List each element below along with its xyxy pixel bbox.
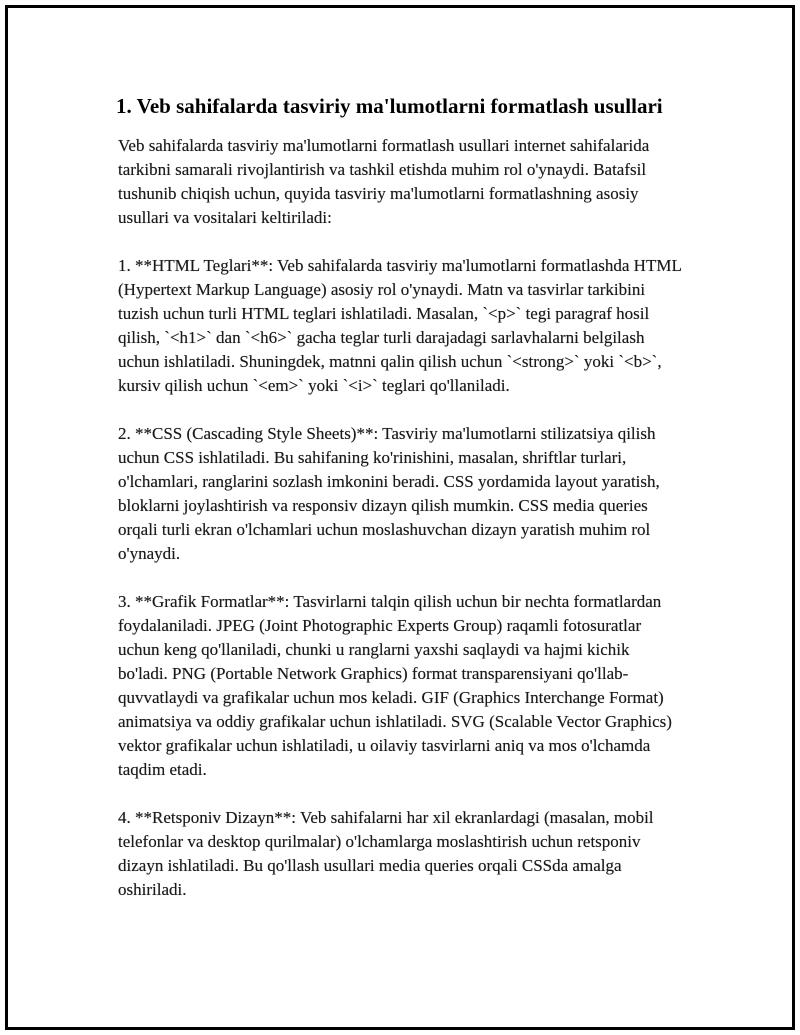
paragraph-css: 2. **CSS (Cascading Style Sheets)**: Tasviriy ma'lumotlarni stilizatsiya qilish uchun CSS ishlatiladi. Bu sahifaning ko'rinishini, masalan, shriftlar turlari, o'lchamlari, ranglarini sozlash imkonini beradi. CSS yordamida layout yaratish, bloklarni joylashtirish va responsiv dizayn qilish mumkin. CSS media queries orqali turli ekran o'lchamlari uchun moslashuvchan dizayn yaratish muhim rol o'ynaydi. xyxy=(118,424,660,563)
intro-paragraph: Veb sahifalarda tasviriy ma'lumotlarni formatlash usullari internet sahifalarida tarkibni samarali rivojlantirish va tashkil etishda muhim rol o'ynaydi. Batafsil tushunib chiqish uchun, quyida tasviriy ma'lumotlarni formatlashning asosiy usullari va vositalari keltiriladi: xyxy=(118,136,650,227)
paragraph-graphic-formats: 3. **Grafik Formatlar**: Tasvirlarni talqin qilish uchun bir nechta formatlardan foydalaniladi. JPEG (Joint Photographic Experts Group) raqamli fotosuratlar uchun keng qo'llaniladi, chunki u ranglarni yaxshi saqlaydi va hajmi kichik bo'ladi. PNG (Portable Network Graphics) format transparensiyani qo'llab-quvvatlaydi va grafikalar uchun mos keladi. GIF (Graphics Interchange Format) animatsiya va oddiy grafikalar uchun ishlatiladi. SVG (Scalable Vector Graphics) vektor grafikalar uchun ishlatiladi, u oilaviy tasvirlarni aniq va mos o'lchamda taqdim etadi. xyxy=(118,592,672,779)
document-body xyxy=(113,92,683,926)
paragraph-responsive-design: 4. **Retsponiv Dizayn**: Veb sahifalarni har xil ekranlardagi (masalan, mobil telefonlar va desktop qurilmalar) o'lchamlarga moslashtirish uchun retsponiv dizayn ishlatiladi. Bu qo'llash usullari media queries orqali CSSda amalga oshiriladi. xyxy=(118,808,654,899)
paragraph-html-tags: 1. **HTML Teglari**: Veb sahifalarda tasviriy ma'lumotlarni formatlashda HTML (Hypertext Markup Language) asosiy rol o'ynaydi. Matn va tasvirlar tarkibini tuzish uchun turli HTML teglari ishlatiladi. Masalan, `<p>` tegi paragraf hosil qilish, `<h1>` dan `<h6>` gacha teglar turli darajadagi sarlavhalarni belgilash uchun ishlatiladi. Shuningdek, matnni qalin qilish uchun `<strong>` yoki `<b>`, kursiv qilish uchun `<em>` yoki `<i>` teglari qo'llaniladi. xyxy=(118,256,682,395)
document-title: 1. Veb sahifalarda tasviriy ma'lumotlarni formatlash usullari xyxy=(116,94,663,118)
